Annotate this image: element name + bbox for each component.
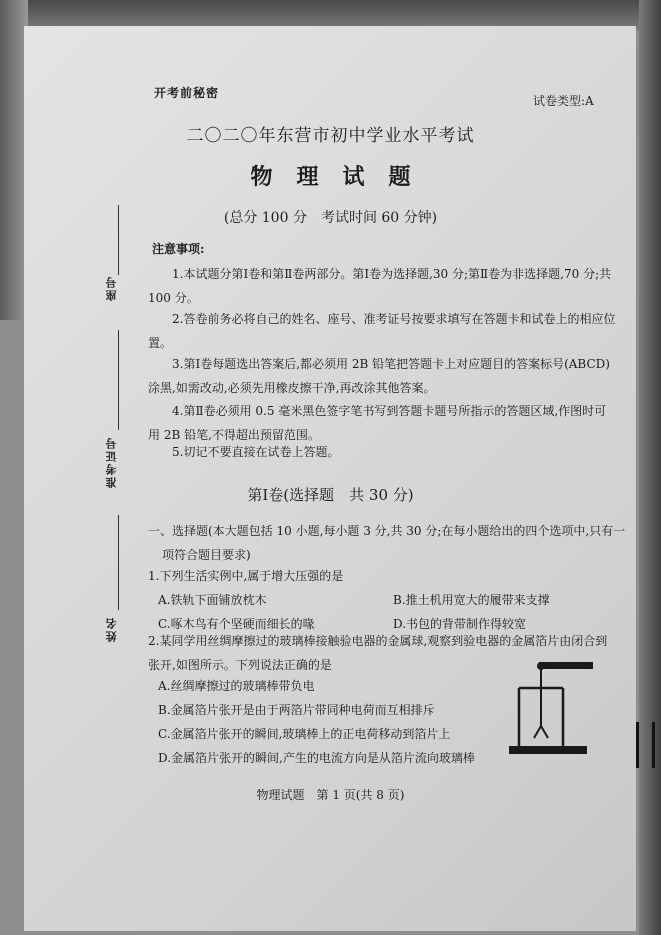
seat-line (118, 205, 119, 275)
notes-heading: 注意事项: (152, 242, 205, 256)
subject-title: 物理试题 (250, 164, 435, 190)
metal-foils (534, 726, 548, 738)
binding-mark (652, 722, 655, 768)
ticket-line (118, 330, 119, 430)
binding-mark (636, 722, 639, 768)
question-2-stem: 2.某同学用丝绸摩擦过的玻璃棒接触验电器的金属球,观察到验电器的金属箔片由闭合到张开,如图所示。下列说法正确的是 (148, 634, 608, 672)
question-2-option-b: B.金属箔片张开是由于两箔片带同种电荷而互相排斥 (158, 703, 435, 717)
question-2-option-d: D.金属箔片张开的瞬间,产生的电流方向是从箔片流向玻璃棒 (158, 751, 475, 765)
confidential-label: 开考前秘密 (154, 86, 220, 100)
seat-label: 座号 (105, 275, 118, 301)
question-1-stem: 1.下列生活实例中,属于增大压强的是 (148, 569, 344, 583)
note-item: 2.答卷前务必将自己的姓名、座号、准考证号按要求填写在答题卡和试卷上的相应位置。 (148, 312, 616, 350)
question-1-option-b: B.推土机用宽大的履带来支撑 (393, 593, 550, 607)
name-line (118, 515, 119, 610)
section-title: 第Ⅰ卷(选择题 共 30 分) (247, 486, 414, 504)
metal-ball (537, 662, 545, 670)
question-1-option-d: D.书包的背带制作得较宽 (393, 617, 527, 631)
section-instruction (148, 519, 626, 567)
electroscope-figure (505, 660, 597, 760)
question-1-option-c: C.啄木鸟有个坚硬而细长的喙 (158, 617, 315, 631)
question-1-option-a: A.铁轨下面铺放枕木 (158, 593, 267, 607)
paper-type-label: 试卷类型:A (533, 94, 594, 108)
ticket-label: 准考证号 (105, 436, 118, 488)
note-item: 5.切记不要直接在试卷上答题。 (172, 445, 340, 459)
note-item: 4.第Ⅱ卷必须用 0.5 毫米黑色签字笔书写到答题卡题号所指示的答题区域,作图时可用 2B 铅笔,不得超出预留范围。 (148, 404, 607, 442)
note-item: 1.本试题分第Ⅰ卷和第Ⅱ卷两部分。第Ⅰ卷为选择题,30 分;第Ⅱ卷为非选择题,70 分;共 100 分。 (148, 267, 612, 305)
exam-info: (总分 100 分 考试时间 60 分钟) (223, 210, 438, 226)
page-footer: 物理试题 第 1 页(共 8 页) (256, 788, 405, 802)
name-label: 姓名 (105, 616, 118, 642)
instruction-line-1: 一、选择题(本大题包括 10 小题,每小题 3 分,共 30 分;在每小题给出的四个选项中,只有一 (148, 524, 626, 538)
instruction-line-2: 项符合题目要求) (162, 548, 251, 562)
question-2-option-a: A.丝绸摩擦过的玻璃棒带负电 (158, 679, 315, 693)
base (509, 746, 587, 754)
question-2-option-c: C.金属箔片张开的瞬间,玻璃棒上的正电荷移动到箔片上 (158, 727, 451, 741)
glass-rod (539, 662, 593, 669)
exam-title: 二〇二〇年东营市初中学业水平考试 (186, 126, 475, 146)
note-item: 3.第Ⅰ卷每题选出答案后,都必须用 2B 铅笔把答题卡上对应题目的答案标号(ABCD)涂黑,如需改动,必须先用橡皮擦干净,再改涂其他答案。 (148, 357, 610, 395)
